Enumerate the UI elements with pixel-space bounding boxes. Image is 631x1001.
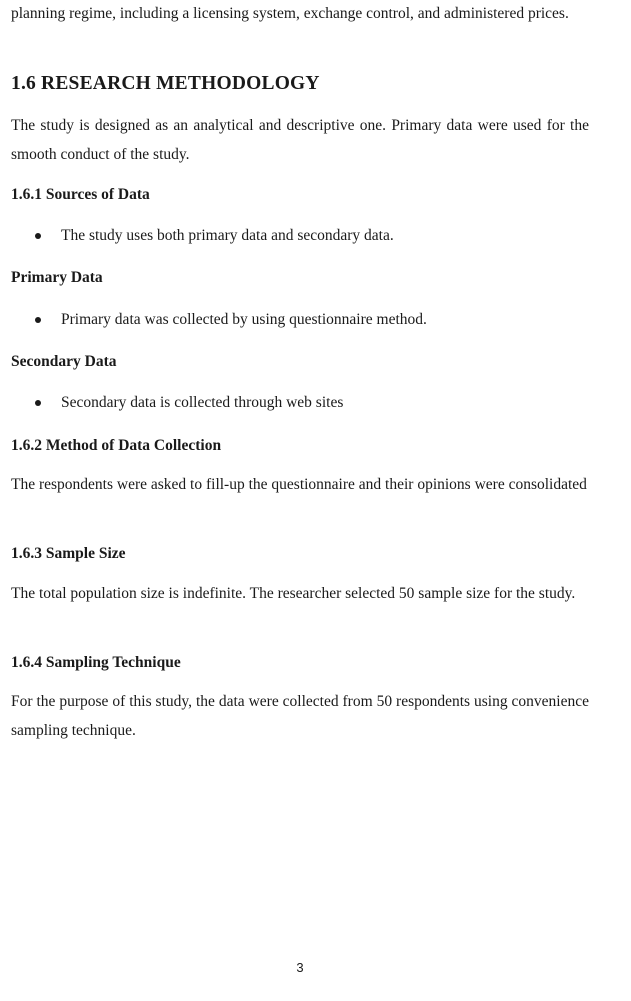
sampling-technique-paragraph: For the purpose of this study, the data were collected from 50 respondents using convenience sampling technique. [11,693,589,739]
continuation-paragraph: planning regime, including a licensing system, exchange control, and administered prices. [11,5,569,22]
sampling-technique-heading: 1.6.4 Sampling Technique [11,654,181,671]
bullet-text: Primary data was collected by using questionnaire method. [61,311,427,328]
method-heading: 1.6.2 Method of Data Collection [11,437,222,454]
sources-heading: 1.6.1 Sources of Data [11,186,150,203]
page-number: 3 [296,960,304,975]
sample-size-paragraph: The total population size is indefinite. The researcher selected 50 sample size for the study. [11,585,576,602]
bullet-icon [35,233,41,239]
bullet-icon [35,317,41,323]
bullet-text: The study uses both primary data and secondary data. [61,227,394,244]
section-heading: 1.6 RESEARCH METHODOLOGY [11,73,320,94]
section-intro-paragraph: The study is designed as an analytical and descriptive one. Primary data were used for the smooth conduct of the study. [11,117,589,163]
primary-data-heading: Primary Data [11,269,103,286]
method-paragraph: The respondents were asked to fill-up the questionnaire and their opinions were consolidated [11,476,587,493]
bullet-text: Secondary data is collected through web sites [61,394,344,411]
secondary-data-heading: Secondary Data [11,353,117,370]
sample-size-heading: 1.6.3 Sample Size [11,545,126,562]
bullet-icon [35,400,41,406]
